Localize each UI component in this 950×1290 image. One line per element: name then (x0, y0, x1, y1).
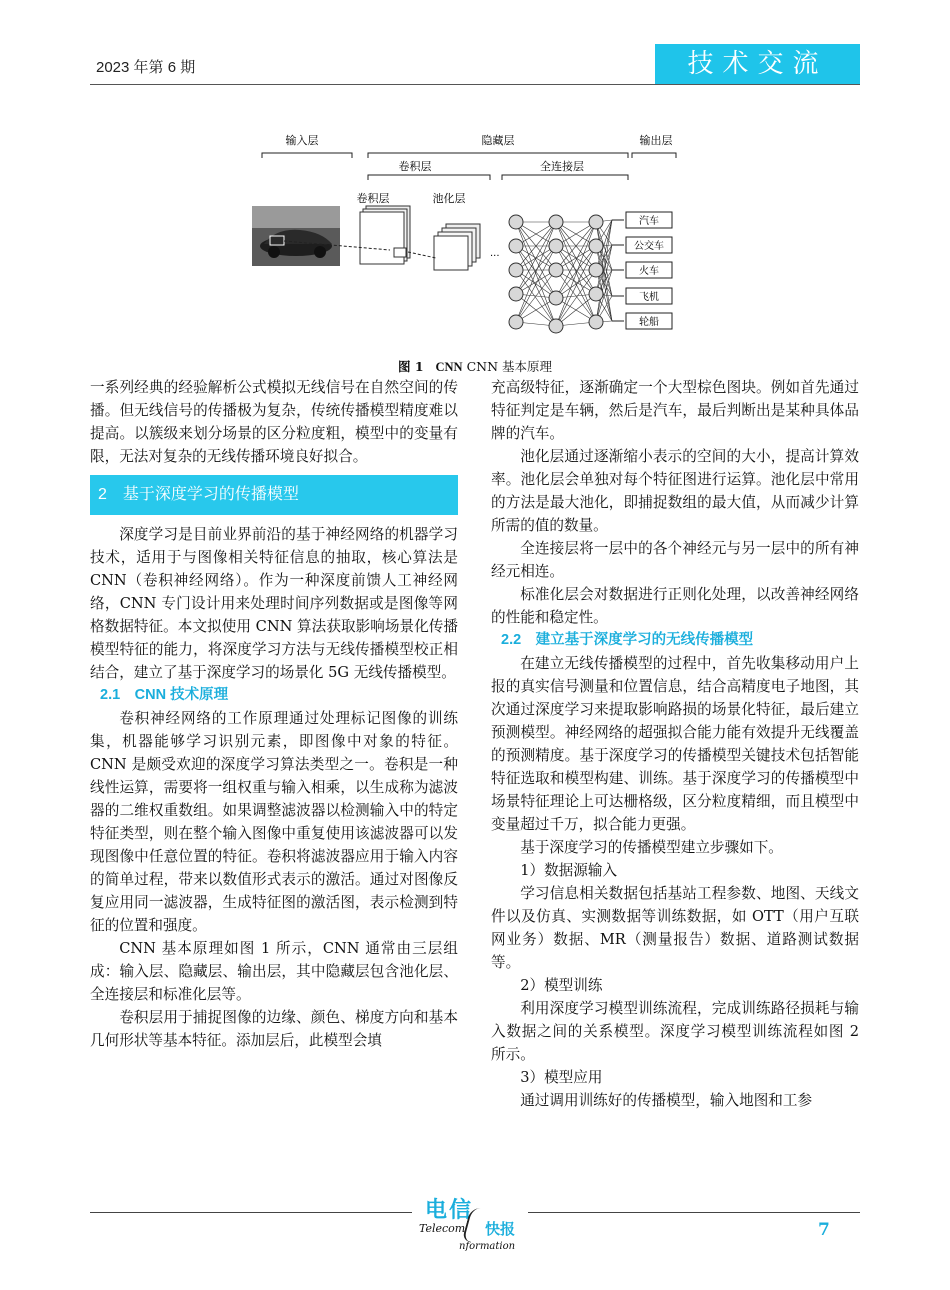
neuron (509, 263, 523, 277)
conv-layer-label: 卷积层 (356, 192, 390, 205)
page-number: 7 (818, 1220, 830, 1240)
input-brace (262, 153, 352, 158)
paragraph: 充高级特征，逐渐确定一个大型棕色图块。例如首先通过特征判定是车辆，然后是汽车，最后判断出是某种具体品牌的汽车。 (491, 379, 859, 442)
neuron (549, 291, 563, 305)
logo-subtitle-en2: nformation (459, 1241, 516, 1252)
output-label: 火车 (639, 266, 659, 277)
fc-brace (502, 175, 628, 180)
output-label: 轮船 (639, 317, 659, 328)
pool-stack (434, 224, 480, 270)
neuron (589, 263, 603, 277)
step-heading: 3）模型应用 (520, 1069, 603, 1086)
neuron (549, 239, 563, 253)
issue-label: 2023 年第 6 期 (96, 59, 196, 76)
neuron (509, 287, 523, 301)
cnn-figure (240, 128, 700, 350)
output-boxes (612, 212, 672, 329)
neuron (509, 215, 523, 229)
input-layer-label: 输入层 (285, 134, 319, 147)
footer-divider-right (528, 1212, 860, 1213)
paragraph: 深度学习是目前业界前沿的基于神经网络的机器学习技术，适用于与图像相关特征信息的抽取，核心算法是 CNN（卷积神经网络）。作为一种深度前馈人工神经网络，CNN 专门设计用来处理时间序列数据或是图像等网格数据特征。本文拟使用 CNN 算法获取影响场景化传播模型特征的能力，将深度学习方法与无线传播模型校正相结合，建立了基于深度学习的场景化 5G 无线传播模型。 (90, 526, 458, 681)
output-brace (632, 153, 676, 158)
hidden-brace (368, 153, 628, 158)
paragraph: 基于深度学习的传播模型建立步骤如下。 (520, 839, 783, 856)
paragraph: 一系列经典的经验解析公式模拟无线信号在自然空间的传播。但无线信号的传播极为复杂，传统传播模型精度难以提高。以簇级来划分场景的区分粒度粗，模型中的变量有限，无法对复杂的无线传播环境良好拟合。 (90, 379, 458, 465)
section-heading: 2 基于深度学习的传播模型 (90, 475, 458, 515)
conv-group-label: 卷积层 (398, 160, 432, 173)
paragraph: 卷积层用于捕捉图像的边缘、颜色、梯度方向和基本几何形状等基本特征。添加层后，此模型会填 (90, 1009, 458, 1049)
figure-caption: 图 1 CNN CNN 基本原理 (398, 359, 552, 374)
neuron (589, 215, 603, 229)
hidden-layer-label: 隐藏层 (481, 134, 515, 147)
step-heading: 1）数据源输入 (520, 862, 618, 879)
header-divider (90, 84, 860, 85)
paragraph: 学习信息相关数据包括基站工程参数、地图、天线文件以及仿真、实测数据等训练数据，如 OTT（用户互联网业务）数据、MR（测量报告）数据、道路测试数据等。 (491, 885, 859, 971)
right-column (491, 376, 859, 1112)
output-layer-label: 输出层 (639, 134, 673, 147)
paragraph: 利用深度学习模型训练流程，完成训练路径损耗与输入数据之间的关系模型。深度学习模型训练流程如图 2 所示。 (491, 1000, 859, 1063)
output-label: 汽车 (639, 216, 659, 227)
left-column (90, 376, 458, 1052)
neuron (589, 315, 603, 329)
neuron (509, 239, 523, 253)
section-tab: 技术交流 (655, 44, 860, 84)
paragraph: 标准化层会对数据进行正则化处理，以改善神经网络的性能和稳定性。 (491, 586, 859, 626)
logo-subtitle-en1: Telecom (419, 1222, 466, 1235)
neuron (589, 287, 603, 301)
neuron (549, 215, 563, 229)
logo-subtitle-cn: 快报 (485, 1220, 516, 1238)
footer-divider-left (90, 1212, 412, 1213)
fc-group-label: 全连接层 (540, 160, 584, 173)
conv-stack (360, 206, 410, 264)
fc-network (509, 215, 612, 333)
pool-ellipsis: ... (490, 248, 500, 259)
caption-text: CNN 基本原理 (466, 359, 552, 374)
paragraph: 卷积神经网络的工作原理通过处理标记图像的训练集，机器能够学习识别元素，即图像中对象的特征。CNN 是颇受欢迎的深度学习算法类型之一。卷积是一种线性运算，需要将一组权重与输入相乘，以生成称为滤波器的二维权重数组。如果调整滤波器以检测输入中的特定特征类型，则在整个输入图像中重复使用该滤波器可以发现图像中任意位置的特征。卷积将滤波器应用于输入内容的简单过程，带来以数值形式表示的激活。通过对图像反复应用同一滤波器，生成特征图的激活图，表示检测到特征的位置和强度。 (90, 710, 458, 934)
subsection-heading: 2.2 建立基于深度学习的无线传播模型 (501, 632, 754, 648)
step-heading: 2）模型训练 (520, 977, 603, 994)
conv-brace (368, 175, 490, 180)
input-image (252, 206, 340, 266)
neuron (549, 263, 563, 277)
neuron (589, 239, 603, 253)
paragraph: CNN 基本原理如图 1 所示，CNN 通常由三层组成：输入层、隐藏层、输出层，其中隐藏层包含池化层、全连接层和标准化层等。 (90, 940, 458, 1003)
logo-title: 电信 (425, 1198, 474, 1223)
neuron (509, 315, 523, 329)
neuron (549, 319, 563, 333)
subsection-heading: 2.1 CNN 技术原理 (100, 687, 229, 703)
output-label: 飞机 (639, 292, 659, 303)
paragraph: 全连接层将一层中的各个神经元与另一层中的所有神经元相连。 (491, 540, 859, 580)
output-label: 公交车 (634, 241, 664, 252)
paragraph: 通过调用训练好的传播模型，输入地图和工参 (520, 1092, 813, 1109)
paragraph: 池化层通过逐渐缩小表示的空间的大小，提高计算效率。池化层会单独对每个特征图进行运算。池化层中常用的方法是最大池化，即捕捉数组的最大值，从而减少计算所需的值的数量。 (491, 448, 859, 534)
pool-layer-label: 池化层 (432, 192, 466, 205)
paragraph: 在建立无线传播模型的过程中，首先收集移动用户上报的真实信号测量和位置信息，结合高精度电子地图，其次通过深度学习来提取影响路损的场景化特征，最后建立预测模型。神经网络的超强拟合能力能有效提升无线覆盖的预测精度。基于深度学习的传播模型关键技术包括智能特征选取和模型构建、训练。基于深度学习的传播模型中场景特征理论上可达栅格级，区分粒度精细，而且模型中变量超过千万，拟合能力更强。 (491, 655, 859, 833)
